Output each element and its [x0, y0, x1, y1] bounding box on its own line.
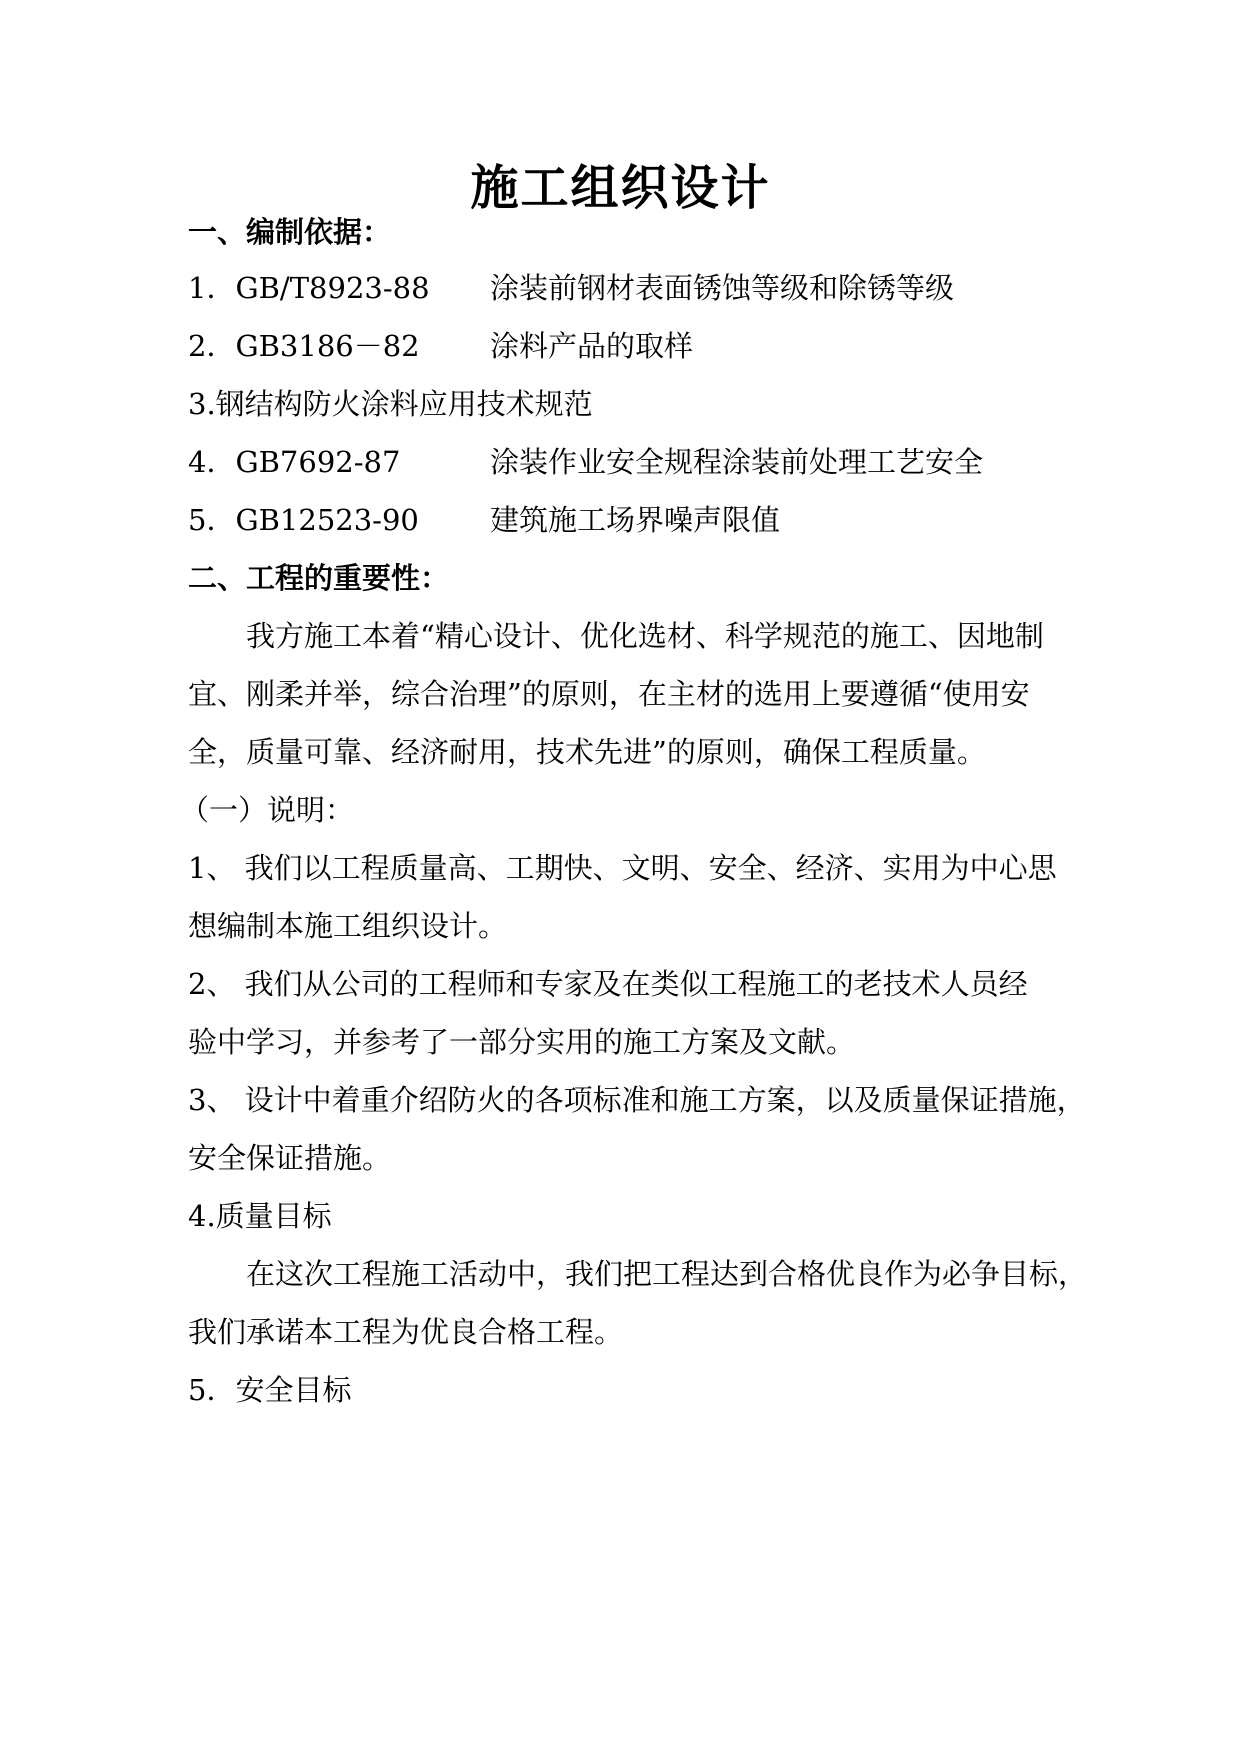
explanation-line: 3、 设计中着重介绍防火的各项标准和施工方案，以及质量保证措施，	[188, 1083, 1086, 1117]
basis-item-code: 1．GB/T8923-88	[188, 271, 430, 305]
basis-item-code: 4．GB7692-87	[188, 445, 401, 479]
basis-item-code: 3.钢结构防火涂料应用技术规范	[188, 387, 593, 421]
basis-item-desc: 涂装前钢材表面锈蚀等级和除锈等级	[490, 271, 955, 305]
explanation-line: 安全保证措施。	[188, 1141, 392, 1175]
importance-paragraph-line: 全，质量可靠、经济耐用，技术先进”的原则，确保工程质量。	[188, 735, 986, 769]
importance-paragraph-line: 我方施工本着“精心设计、优化选材、科学规范的施工、因地制	[246, 619, 1044, 653]
explanation-line: 验中学习，并参考了一部分实用的施工方案及文献。	[188, 1025, 856, 1059]
explanation-line: 1、 我们以工程质量高、工期快、文明、安全、经济、实用为中心思	[188, 851, 1057, 885]
section-heading-importance: 二、工程的重要性：	[188, 561, 450, 595]
quality-target-line: 在这次工程施工活动中，我们把工程达到合格优良作为必争目标，	[246, 1257, 1088, 1291]
quality-target-heading: 4.质量目标	[188, 1199, 332, 1233]
basis-item-code: 5．GB12523-90	[188, 503, 419, 537]
importance-paragraph-line: 宜、刚柔并举，综合治理”的原则，在主材的选用上要遵循“使用安	[188, 677, 1030, 711]
document-title: 施工组织设计	[470, 160, 771, 216]
section-heading-basis: 一、编制依据：	[188, 215, 392, 249]
sub-heading-explanation: （一）说明：	[180, 793, 355, 827]
basis-item-desc: 建筑施工场界噪声限值	[490, 503, 781, 537]
explanation-line: 2、 我们从公司的工程师和专家及在类似工程施工的老技术人员经	[188, 967, 1028, 1001]
safety-target-heading: 5．安全目标	[188, 1373, 352, 1407]
basis-item-code: 2．GB3186－82	[188, 329, 420, 363]
basis-item-desc: 涂料产品的取样	[490, 329, 694, 363]
explanation-line: 想编制本施工组织设计。	[188, 909, 508, 943]
basis-item-desc: 涂装作业安全规程涂装前处理工艺安全	[490, 445, 984, 479]
quality-target-line: 我们承诺本工程为优良合格工程。	[188, 1315, 624, 1349]
